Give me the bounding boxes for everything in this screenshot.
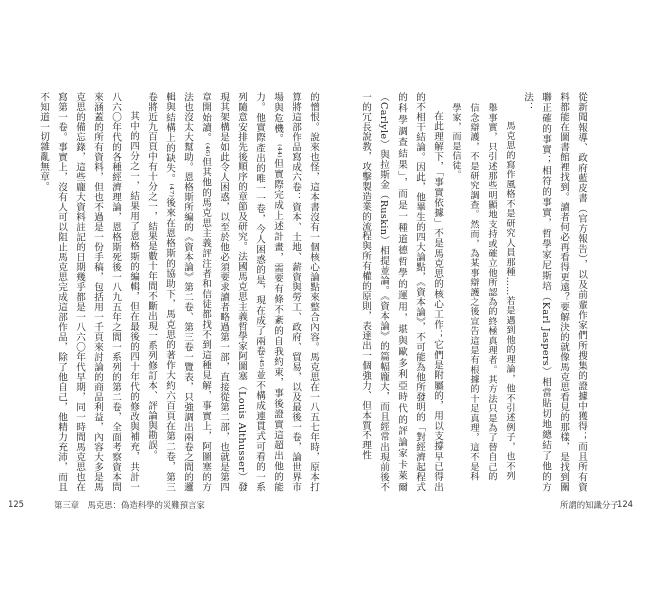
- left-page-text: [38, 92, 322, 492]
- left-running-head: [54, 499, 205, 511]
- left-page-number: 125: [8, 499, 24, 509]
- left-page: [38, 92, 322, 492]
- right-paragraph-2: 在此理解下，「事實依據」不是馬克思的核心工作；它們是附屬的，用以支撐早已得出的不相干結論。因此，他畢生的四大論點，《資本論》，不可能為他所發明的「對經濟起程式的科學調查結果」，而是一種道德哲學的運用，堪與歐多利亞時代的評論家卡萊爾（Carlyle）與拉斯金（Ruskin）相提並論。《資本論》的篇幅龐大，而且經常出現前後不一的冗長說教，攻擊製造業的流程與所有權的原則，表達出一個強力、但本質不理性: [360, 92, 443, 492]
- block-quote: 馬克思的寫作風格不是研究人員那種……若是遇到他的理論，他不引述例子，也不列舉事實，只引述那些明顯地支持或確立他所認為的終極真理者。其方法只是為了替自己的信念辯護，不是研究調查。然而，為某事辯護之後宣告這是有根據的十足真理，這不是科學家，而是信徒。: [450, 103, 515, 481]
- right-running-head: 所謂的知識分子: [560, 500, 619, 510]
- right-paragraph-1: 從新聞報導、政府藍皮書（官方報告），以及前輩作家們所搜集的證據中獲得；而且所有資料都能在圖書館裡找到。讀者何必再看得更遠？要解決的就像馬克思看見的那樣，是找到關聯正確的事實；相符的事實，哲學家尼斯培（Karl Jaspers）相當貼切地總結了他的方法：: [522, 92, 587, 492]
- chapter-label: 第三章: [54, 500, 80, 510]
- left-paragraph-1: 的憎恨。說來也怪，這本書沒有一個核心論點來整合內容。馬克思在一八五七年時，原本打算將這部作品寫成六卷：資本、土地、薪資與勞工、政府、貿易，以及最後一卷，論世界市場與危機。⁽⁴⁴⁾但實際完成上述計畫，需要有條不紊的自我約束，事後證實這超出他的能力。他實際產出的唯一一卷，今人困惑的是，現在成了兩卷⁽⁴⁵⁾並不構成連貫式可看的一系列隨意安排先後順序的章節及研究。法國馬克思主義哲學家阿圖塞（Louis Althusser）發現其架構是如此令人困惑，以至於他必須要求讀者略過第一部，直接從第二部，也就是第四章開始讀。⁽⁴⁶⁾但其他的馬克思主義評注者和信徒都找不到這種見解，事實上，阿圖塞的方法也沒太大幫助。恩格斯所編的《資本論》第二卷、第三卷一覽表，只強調出兩卷之間的邏輯與結構上的缺失。⁽⁴⁷⁾後來在恩格斯的協助下，馬克思的著作大約六百頁在第二卷，第三卷將近九百頁中有十分之一，結果是數十年間不斷出現一系列修訂本、評論與勘誤。: [146, 92, 319, 492]
- left-paragraph-2: 其中的四分之一，結果用了恩格斯的編輯，但在最後的四十年代的修改與補充，共計一八六〇年代的各種經濟理論，恩格斯死後一八九五年之間一系列的第二卷，全面考察資本問來涵蓋的所有資料，但也不過是一份手稿，包括用一千頁來討論的商品利益，內容大多是馬克思的備忘錄，這些龐大資料註記的日期幾乎都是一八六〇年代早期，同一時間馬克思也在寫第一卷。事實上，沒有人可以阻止馬克思完成這部作品，除了他自己，他精力充沛，而且不知道一切雜亂無章。: [38, 92, 139, 492]
- chapter-title: 馬克思：偽造科學的災難預言家: [87, 500, 205, 510]
- right-page-number: 124: [617, 499, 633, 509]
- right-page-text: [350, 92, 590, 492]
- right-page: [350, 92, 590, 492]
